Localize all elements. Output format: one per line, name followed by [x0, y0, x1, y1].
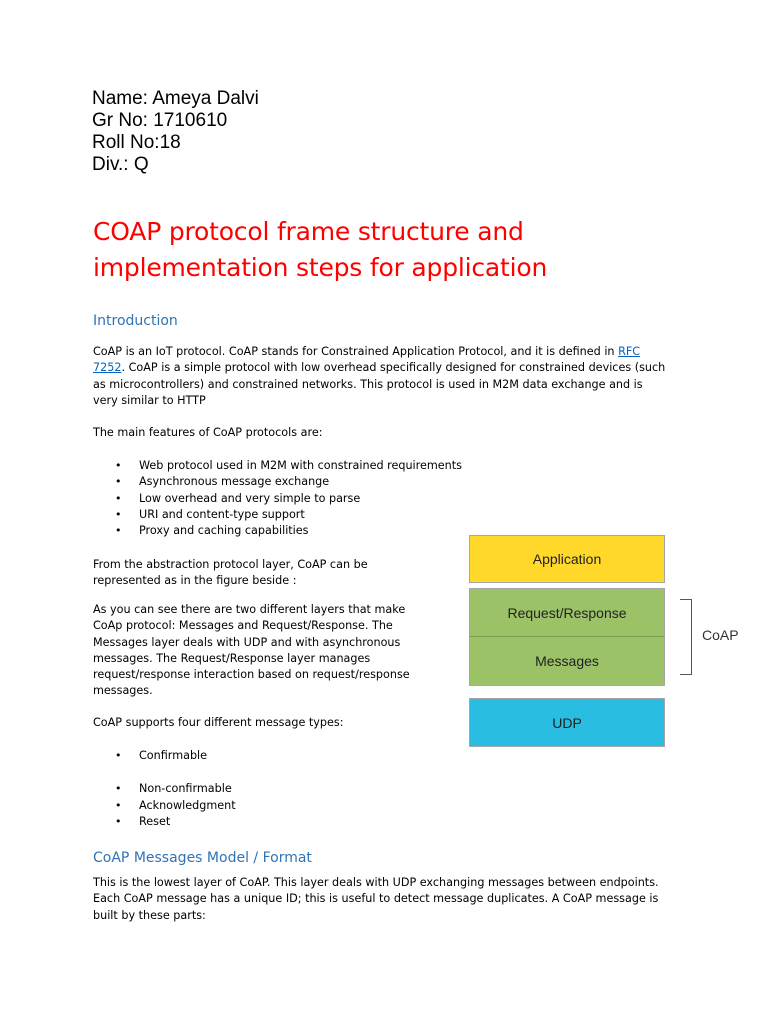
messages-model-paragraph: This is the lowest layer of CoAP. This layer deals with UDP exchanging messages between endpoints. Each CoAP message has a unique ID; this is useful to detect message duplicates. A CoAP message is built by these parts:: [93, 876, 659, 922]
list-item: • Low overhead and very simple to parse: [93, 491, 513, 507]
gr-number: Gr No: 1710610: [92, 110, 228, 131]
message-types-list: [93, 748, 393, 830]
list-item: • Asynchronous message exchange: [93, 474, 513, 490]
roll-number: Roll No:18: [92, 132, 181, 153]
document-title: [93, 214, 653, 286]
coap-bracket: [680, 599, 692, 675]
abstraction-paragraph: From the abstraction protocol layer, CoAP can be represented as in the figure beside :: [93, 558, 368, 588]
list-item: • Acknowledgment: [93, 798, 393, 814]
title-line-1: COAP protocol frame structure and: [93, 217, 524, 246]
list-item: • Confirmable: [93, 748, 393, 764]
request-response-layer: [469, 588, 665, 637]
messages-label: Messages: [535, 653, 599, 669]
layers-paragraph: As you can see there are two different layers that make CoAp protocol: Messages and Request/Response. The Messages layer deals with UDP and with asynchronous messages. The Request/Response layer manages request/response interaction based on request/response messages.: [93, 603, 410, 698]
features-intro: The main features of CoAP protocols are:: [93, 426, 323, 439]
rfc-link[interactable]: RFC 7252: [93, 345, 641, 375]
list-item: • Web protocol used in M2M with constrained requirements: [93, 458, 513, 474]
list-item: • Proxy and caching capabilities: [93, 523, 513, 539]
messages-layer: [469, 637, 665, 686]
intro-text-end: . CoAP is a simple protocol with low overhead specifically designed for constrained devices (such as microcontrollers) and constrained networks. This protocol is used in M2M data exchange and is very similar to HTTP: [93, 361, 666, 407]
messages-model-heading: [93, 850, 312, 866]
application-layer: [469, 535, 665, 583]
list-item: • Non-confirmable: [93, 781, 393, 797]
title-line-2: implementation steps for application: [93, 253, 548, 282]
intro-text-start: CoAP is an IoT protocol. CoAP stands for Constrained Application Protocol, and it is defined in: [93, 345, 619, 358]
list-item: • Reset: [93, 814, 393, 830]
list-item: • URI and content-type support: [93, 507, 513, 523]
udp-layer: [469, 698, 665, 747]
udp-label: UDP: [552, 714, 582, 731]
messages-model-heading-prefix: CoAP: [93, 850, 130, 866]
introduction-heading: Introduction: [93, 313, 178, 329]
features-list: [93, 458, 513, 539]
student-name: Name: Ameya Dalvi: [92, 88, 259, 109]
messages-model-heading-rest: Messages Model / Format: [129, 850, 312, 866]
coap-label: CoAP: [702, 627, 739, 643]
division: Div.: Q: [92, 154, 149, 175]
application-layer-label: Application: [532, 551, 602, 567]
intro-paragraph: [93, 344, 668, 409]
request-response-label: Request/Response: [507, 604, 627, 621]
message-types-intro: CoAP supports four different message types:: [93, 716, 344, 729]
